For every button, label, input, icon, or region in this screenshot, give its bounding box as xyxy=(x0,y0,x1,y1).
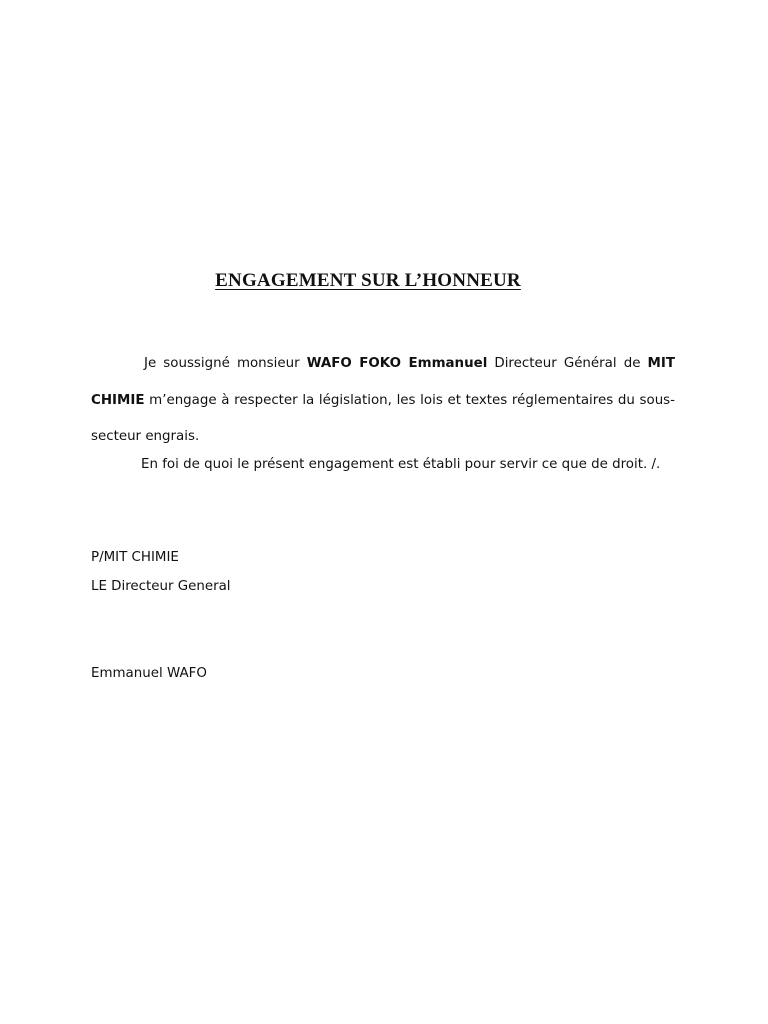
document-title: ENGAGEMENT SUR L’HONNEUR xyxy=(215,270,521,291)
paragraph-text: Je soussigné monsieur xyxy=(144,356,307,371)
signatory-organization: P/MIT CHIMIE xyxy=(91,550,179,565)
signatory-full-name: WAFO FOKO Emmanuel xyxy=(306,356,488,371)
engagement-paragraph xyxy=(91,346,675,456)
signatory-name: Emmanuel WAFO xyxy=(91,666,207,681)
signatory-name-block xyxy=(91,659,207,688)
closing-paragraph: En foi de quoi le présent engagement est établi pour servir ce que de droit. /. xyxy=(141,456,661,472)
company-name: MIT CHIMIE xyxy=(91,356,675,408)
signature-block xyxy=(91,543,231,601)
paragraph-text: Directeur Général de xyxy=(487,356,648,371)
paragraph-text: m’engage à respecter la législation, les lois et textes réglementaires du sous-secteur engrais. xyxy=(91,392,675,444)
document-body xyxy=(91,346,675,483)
signatory-role: LE Directeur General xyxy=(91,579,231,594)
